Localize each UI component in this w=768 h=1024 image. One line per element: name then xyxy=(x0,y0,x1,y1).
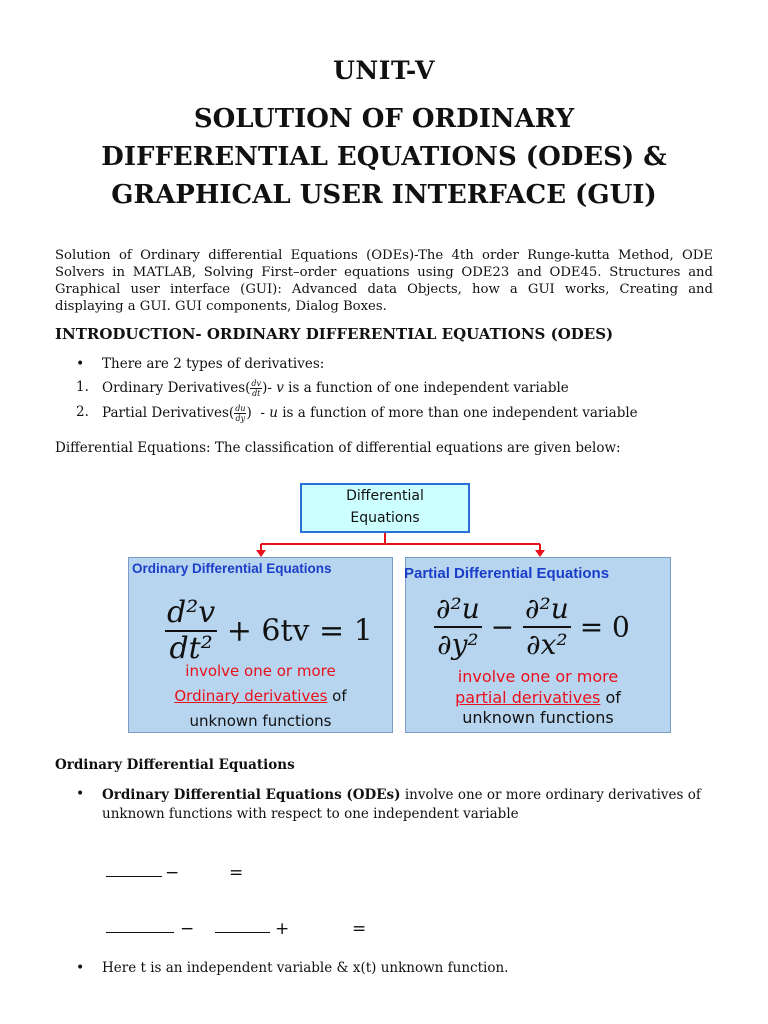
equation-row-2 xyxy=(0,916,768,946)
derivative-close: )- xyxy=(262,380,272,396)
pde-note-line-3: unknown functions xyxy=(462,708,614,727)
arrow-head-right xyxy=(535,550,545,557)
ode-eq-rest: + 6tv = 1 xyxy=(226,613,373,649)
ode-note-line-3: unknown functions xyxy=(189,712,332,730)
derivatives-bullet-text: There are 2 types of derivatives: xyxy=(102,356,325,372)
equals-sign: = xyxy=(352,919,367,939)
ode-eq-denominator: dt² xyxy=(169,631,213,666)
plus-sign: + xyxy=(275,919,290,939)
pde-box xyxy=(405,557,671,733)
ode-equation xyxy=(165,596,373,666)
independent-variable-note: Here t is an independent variable & x(t) unknown function. xyxy=(102,960,509,976)
derivative-close: ) - xyxy=(246,405,265,421)
classification-text: Differential Equations: The classification of differential equations are given below: xyxy=(55,440,621,456)
pde-eq-numerator-2: ∂²u xyxy=(523,592,571,628)
fraction-denominator: dy xyxy=(235,414,246,423)
equation-row-1 xyxy=(0,860,768,890)
fraction-denominator: dt xyxy=(252,389,261,398)
derivative-description: is a function of more than one independent variable xyxy=(282,405,638,421)
ode-note-line-1: involve one or more xyxy=(185,662,336,680)
arrow-head-left xyxy=(256,550,266,557)
pde-note-highlight: partial derivatives xyxy=(455,688,601,707)
section-heading: INTRODUCTION- ORDINARY DIFFERENTIAL EQUATIONS (ODES) xyxy=(55,325,614,343)
ode-definition-paragraph xyxy=(102,786,722,824)
ode-eq-numerator: d²v xyxy=(167,595,216,630)
derivative-description: is a function of one independent variable xyxy=(288,380,569,396)
derivative-name: Ordinary Derivatives( xyxy=(102,380,251,396)
ode-subheading: Ordinary Differential Equations xyxy=(55,757,295,773)
derivative-name: Partial Derivatives( xyxy=(102,405,235,421)
fraction-bar xyxy=(215,932,270,933)
pde-note-line-1: involve one or more xyxy=(457,667,619,686)
pde-eq-denominator-2: ∂x² xyxy=(526,628,568,661)
ode-note-highlight: Ordinary derivatives xyxy=(174,687,328,705)
title-line-2: DIFFERENTIAL EQUATIONS (ODES) & xyxy=(101,142,667,172)
pde-eq-rest: = 0 xyxy=(579,610,630,644)
root-label-line-2: Equations xyxy=(350,510,420,526)
minus-sign: − xyxy=(180,919,195,939)
fraction-bar xyxy=(106,932,174,933)
ode-note-line-2 xyxy=(129,684,392,709)
pde-note-of: of xyxy=(600,688,621,707)
pde-box-title: Partial Differential Equations xyxy=(404,565,610,582)
minus-sign: − xyxy=(165,863,180,883)
intro-paragraph: Solution of Ordinary differential Equations (ODEs)-The 4th order Runge-kutta Method, ODE Solvers in MATLAB, Solving First–order equations using ODE23 and ODE45. Structures and Graphical user interface (GUI): Advanced data Objects, how a GUI works, Creating and displaying a GUI. GUI components, Dialog Boxes. xyxy=(55,248,713,314)
pde-equation xyxy=(434,592,630,662)
pde-eq-numerator-1: ∂²u xyxy=(434,592,482,628)
unit-title: UNIT-V xyxy=(333,56,435,85)
ode-definition-bold: Ordinary Differential Equations (ODEs) xyxy=(102,787,401,803)
pde-eq-denominator-1: ∂y² xyxy=(437,628,479,661)
fraction-numerator: du xyxy=(235,404,246,413)
ode-box xyxy=(128,557,393,733)
root-label-line-1: Differential xyxy=(346,488,424,504)
pde-eq-minus: − xyxy=(490,610,515,644)
fraction-bar xyxy=(106,876,162,877)
derivative-variable: u xyxy=(269,405,278,421)
item-number: 2. xyxy=(76,404,89,420)
equals-sign: = xyxy=(229,863,244,883)
bullet-dot: • xyxy=(76,786,85,802)
ode-note-of: of xyxy=(327,687,347,705)
item-number: 1. xyxy=(76,379,89,395)
fraction-numerator: dv xyxy=(251,379,262,388)
derivative-variable: v xyxy=(276,380,284,396)
ode-box-title: Ordinary Differential Equations xyxy=(132,561,332,576)
ode-definition-rest: involve one or more ordinary derivatives of unknown functions with respect to one independent variable xyxy=(102,787,701,822)
bullet-dot: • xyxy=(76,356,85,372)
bullet-dot: • xyxy=(76,960,85,976)
title-line-1: SOLUTION OF ORDINARY xyxy=(193,104,575,134)
title-line-3: GRAPHICAL USER INTERFACE (GUI) xyxy=(111,180,657,210)
